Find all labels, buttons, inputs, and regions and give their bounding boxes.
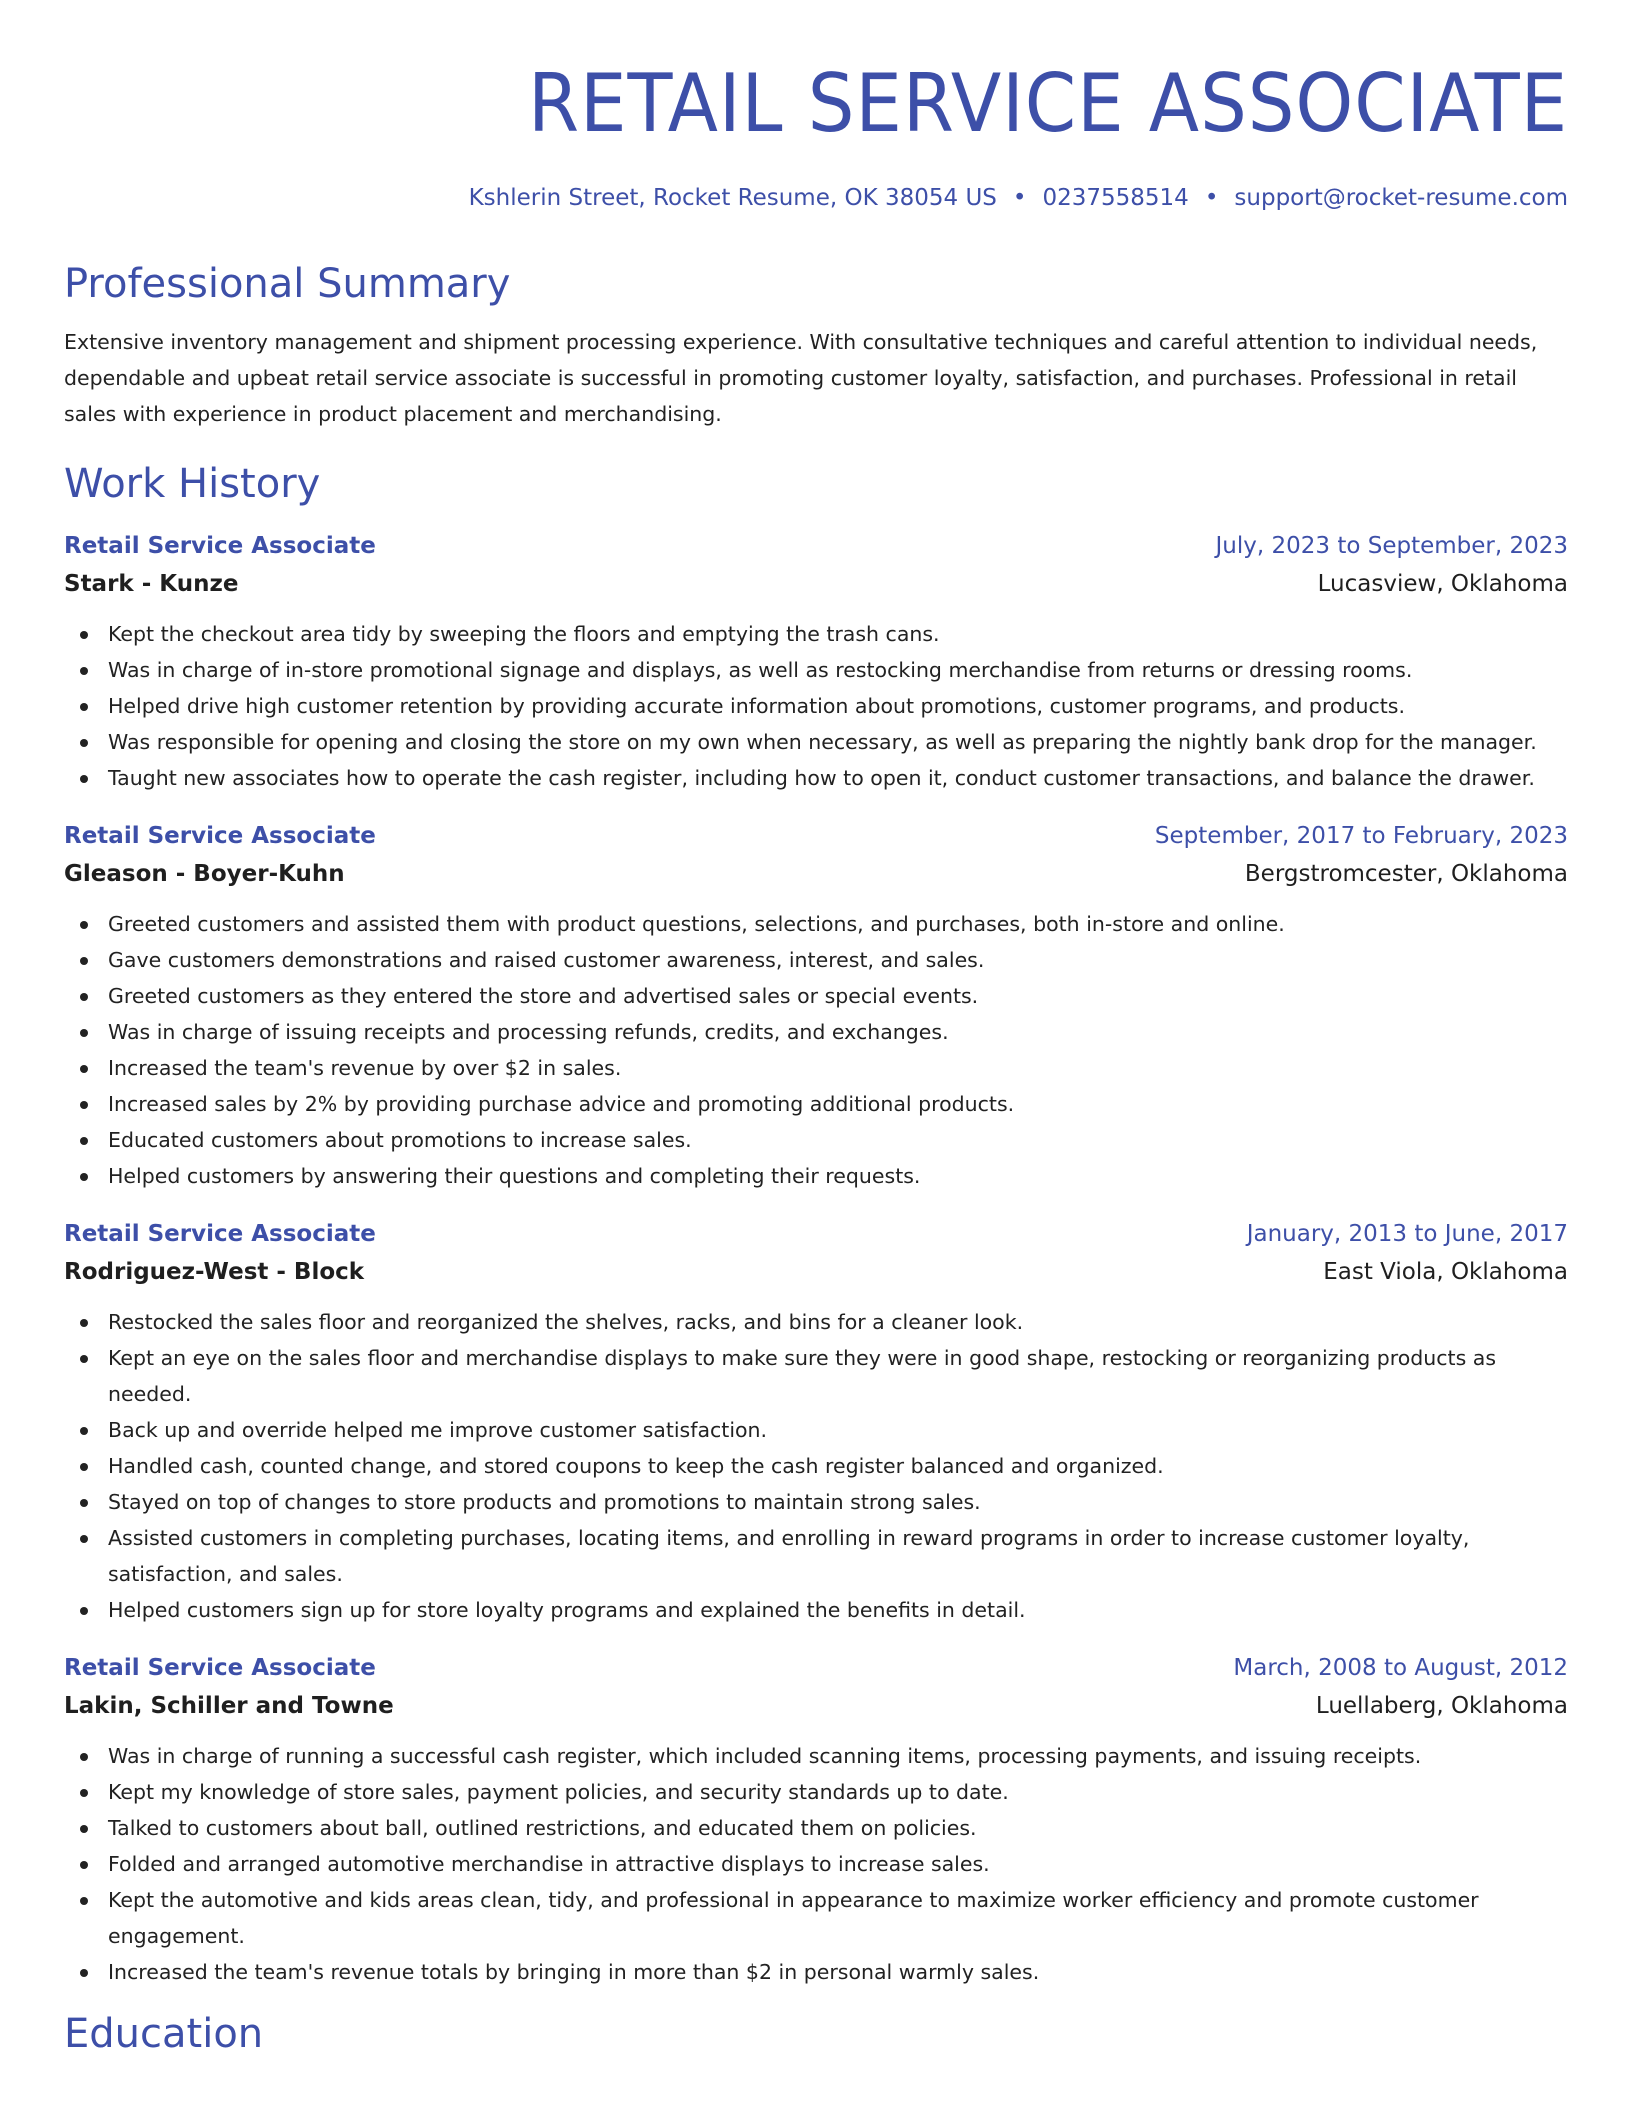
resume-page: [64, 0, 1568, 2060]
job-company: Lakin, Schiller and Towne: [64, 1693, 394, 1719]
work-history-list: [64, 528, 1568, 1990]
summary-text: Extensive inventory management and shipment processing experience. With consultative techniques and careful attention to individual needs, dependable and upbeat retail service associate is successful in promoting customer loyalty, satisfaction, and purchases. Professional in retail sales with experience in product placement and merchandising.: [64, 330, 1538, 426]
job-bullet: Was responsible for opening and closing the store on my own when necessary, as well as preparing the nightly bank drop for the manager.: [64, 724, 1568, 760]
job-location: Bergstromcester, Oklahoma: [1244, 861, 1568, 887]
job-bullet: Was in charge of running a successful cash register, which included scanning items, processing payments, and issuing receipts.: [64, 1738, 1568, 1774]
job-bullet: Greeted customers and assisted them with product questions, selections, and purchases, both in-store and online.: [64, 906, 1568, 942]
job-title-row: [64, 1650, 1568, 1686]
job-bullet: Kept the automotive and kids areas clean, tidy, and professional in appearance to maximize worker efficiency and promote customer engagement.: [64, 1882, 1568, 1954]
job-bullet: Kept the checkout area tidy by sweeping the floors and emptying the trash cans.: [64, 616, 1568, 652]
job-bullet-list: [64, 1304, 1568, 1628]
contact-separator: •: [1012, 185, 1027, 211]
job-bullet: Educated customers about promotions to increase sales.: [64, 1122, 1568, 1158]
job-location: Luellaberg, Oklahoma: [1315, 1693, 1568, 1719]
job-dates: July, 2023 to September, 2023: [1215, 533, 1568, 559]
job-bullet: Helped customers sign up for store loyalty programs and explained the benefits in detail.: [64, 1592, 1568, 1628]
job-company-row: [64, 854, 1568, 894]
job-bullet: Folded and arranged automotive merchandise in attractive displays to increase sales.: [64, 1846, 1568, 1882]
job-bullet-list: [64, 616, 1568, 796]
job-bullet: Gave customers demonstrations and raised customer awareness, interest, and sales.: [64, 942, 1568, 978]
job-title: Retail Service Associate: [64, 1655, 376, 1681]
job-bullet: Talked to customers about ball, outlined restrictions, and educated them on policies.: [64, 1810, 1568, 1846]
resume-title: RETAIL SERVICE ASSOCIATE: [527, 57, 1568, 150]
job-entry: [64, 1650, 1568, 1990]
job-bullet: Was in charge of issuing receipts and processing refunds, credits, and exchanges.: [64, 1014, 1568, 1050]
job-bullet: Handled cash, counted change, and stored coupons to keep the cash register balanced and organized.: [64, 1448, 1568, 1484]
job-title-row: [64, 1216, 1568, 1252]
job-dates: March, 2008 to August, 2012: [1233, 1655, 1568, 1681]
job-bullet: Increased sales by 2% by providing purchase advice and promoting additional products.: [64, 1086, 1568, 1122]
job-bullet: Was in charge of in-store promotional signage and displays, as well as restocking merchandise from returns or dressing rooms.: [64, 652, 1568, 688]
job-bullet: Assisted customers in completing purchases, locating items, and enrolling in reward programs in order to increase customer loyalty, satisfaction, and sales.: [64, 1520, 1568, 1592]
contact-separator: •: [1204, 185, 1219, 211]
job-bullet: Kept an eye on the sales floor and merchandise displays to make sure they were in good shape, restocking or reorganizing products as needed.: [64, 1340, 1568, 1412]
job-bullet: Stayed on top of changes to store products and promotions to maintain strong sales.: [64, 1484, 1568, 1520]
job-dates: January, 2013 to June, 2017: [1246, 1221, 1568, 1247]
job-entry: [64, 528, 1568, 796]
job-bullet: Taught new associates how to operate the cash register, including how to open it, conduct customer transactions, and balance the drawer.: [64, 760, 1568, 796]
job-company: Gleason - Boyer-Kuhn: [64, 861, 345, 887]
job-bullet: Kept my knowledge of store sales, payment policies, and security standards up to date.: [64, 1774, 1568, 1810]
education-heading: Education: [64, 2011, 264, 2057]
job-bullet: Helped customers by answering their questions and completing their requests.: [64, 1158, 1568, 1194]
job-company-row: [64, 1252, 1568, 1292]
job-title: Retail Service Associate: [64, 1221, 376, 1247]
contact-line: [64, 182, 1568, 214]
job-bullet: Increased the team's revenue by over $2 in sales.: [64, 1050, 1568, 1086]
job-bullet: Back up and override helped me improve customer satisfaction.: [64, 1412, 1568, 1448]
job-bullet-list: [64, 906, 1568, 1194]
job-company-row: [64, 564, 1568, 604]
contact-address: Kshlerin Street, Rocket Resume, OK 38054 US: [468, 185, 997, 211]
job-dates: September, 2017 to February, 2023: [1154, 823, 1568, 849]
summary-heading: Professional Summary: [64, 261, 511, 307]
job-entry: [64, 818, 1568, 1194]
job-location: East Viola, Oklahoma: [1323, 1259, 1568, 1285]
job-company: Rodriguez-West - Block: [64, 1259, 365, 1285]
job-bullet-list: [64, 1738, 1568, 1990]
job-bullet: Greeted customers as they entered the store and advertised sales or special events.: [64, 978, 1568, 1014]
contact-phone: 0237558514: [1042, 185, 1189, 211]
job-location: Lucasview, Oklahoma: [1317, 571, 1568, 597]
job-title-row: [64, 818, 1568, 854]
job-title: Retail Service Associate: [64, 823, 376, 849]
job-entry: [64, 1216, 1568, 1628]
job-title: Retail Service Associate: [64, 533, 376, 559]
job-bullet: Restocked the sales floor and reorganized the shelves, racks, and bins for a cleaner look.: [64, 1304, 1568, 1340]
contact-email: support@rocket-resume.com: [1234, 185, 1568, 211]
work-history-heading: Work History: [64, 461, 321, 507]
job-bullet: Helped drive high customer retention by providing accurate information about promotions, customer programs, and products.: [64, 688, 1568, 724]
job-company: Stark - Kunze: [64, 571, 239, 597]
job-title-row: [64, 528, 1568, 564]
job-company-row: [64, 1686, 1568, 1726]
job-bullet: Increased the team's revenue totals by bringing in more than $2 in personal warmly sales.: [64, 1954, 1568, 1990]
